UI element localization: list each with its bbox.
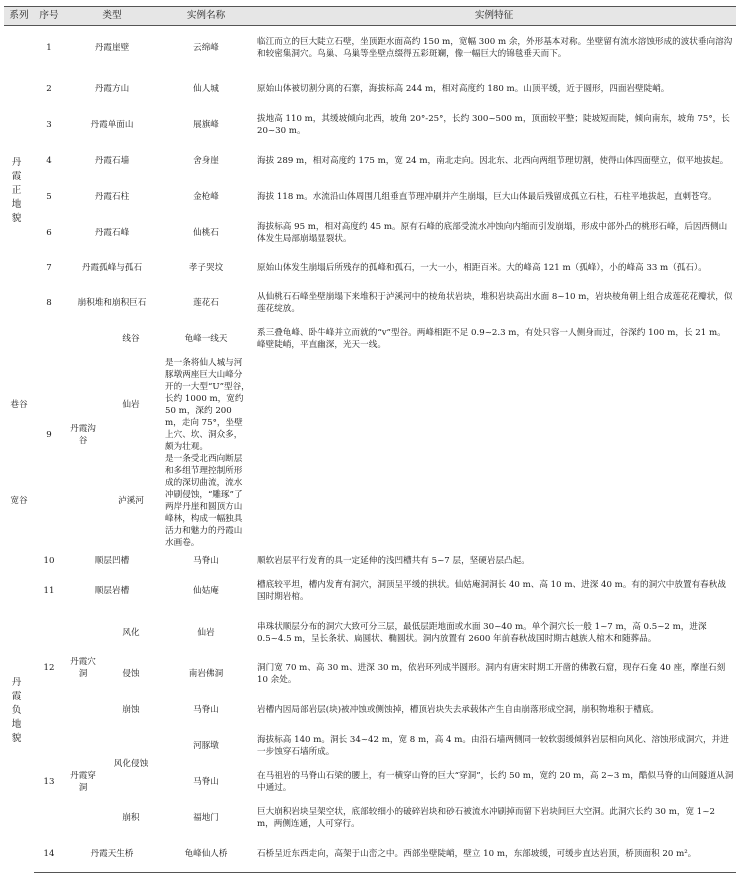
row-subtype: 风化侵蚀	[113, 758, 149, 769]
table-row	[4, 453, 736, 549]
row-type: 丹霞天生桥	[64, 837, 160, 873]
table-row	[4, 692, 736, 728]
row-number: 10	[43, 555, 55, 566]
table-row	[4, 357, 736, 453]
row-example: 仙岩	[122, 399, 140, 410]
table-row	[4, 215, 736, 251]
row-feature: 巨大崩积岩块呈架空状，底部较细小的破碎岩块和砂石被流水冲刷掉而留下岩块间巨大空洞。此洞穴长约 30 m，宽 1~2 m，两侧连通，人可穿行。	[257, 807, 715, 829]
series-negative: 丹 霞 负 地 貌	[11, 676, 27, 744]
row-example: 孝子哭坟	[188, 263, 224, 273]
row-example: 马脊山	[193, 555, 219, 566]
table-row	[4, 71, 736, 107]
row-type: 丹霞石峰	[94, 227, 130, 238]
row-subtype: 风化	[122, 627, 140, 638]
table-row	[4, 26, 736, 71]
row-subtype: 侵蚀	[122, 669, 140, 679]
table-row	[4, 321, 736, 357]
row-number: 5	[46, 191, 52, 202]
table-row	[4, 251, 736, 286]
row-type: 顺层岩槽	[94, 585, 130, 596]
row-feature: 海拔标高 140 m。洞长 34~42 m，宽 8 m，高 4 m。由沿石墙两侧同一较软弱缓倾斜岩层相向风化、溶蚀形成洞穴，并进一步蚀穿石墙所成。	[257, 734, 729, 757]
row-type: 丹霞崖壁	[94, 43, 130, 54]
header-feature: 实例特征	[252, 7, 736, 26]
table-row	[4, 728, 736, 764]
row-type: 崩积堆和崩积巨石	[77, 298, 147, 308]
row-example: 福地门	[193, 813, 219, 823]
row-number: 4	[46, 156, 52, 166]
row-example: 仙岩	[197, 627, 215, 638]
table-row	[4, 286, 736, 321]
row-feature: 是一条受北西向断层和多组节理控制所形成的深切曲流，流水冲刷侵蚀，“雕琢”了两岸丹崖和圆顶方山峰林，构成一幅独具活力和魅力的丹霞山水画卷。	[165, 453, 243, 548]
row-feature: 槽底较平坦，槽内发育有洞穴，洞顶呈平缓的拱状。仙姑庵洞洞长 40 m、高 10 m、进深 40 m。有的洞穴中放置有春秋战国时期岩棺。	[257, 579, 726, 602]
table-row	[4, 549, 736, 573]
row-subtype: 宽谷	[10, 495, 28, 506]
table-row	[4, 800, 736, 837]
header-row	[4, 7, 736, 26]
row-example: 龟峰一线天	[184, 333, 228, 344]
landform-classification-table	[4, 6, 736, 873]
row-type: 顺层凹槽	[94, 555, 130, 566]
series-positive: 丹 霞 正 地 貌	[11, 157, 27, 225]
row-example: 河豚墩	[193, 740, 219, 751]
row-example: 泸溪河	[118, 495, 144, 506]
row-number: 7	[46, 263, 52, 273]
table-row	[4, 657, 736, 692]
row-number: 11	[43, 585, 55, 596]
row-feature: 海拔 118 m。水流沿山体周围几组垂直节理冲刷并产生崩塌，巨大山体最后残留成孤立石柱，石柱平地拔起，直刺苍穹。	[257, 191, 717, 202]
table-row	[4, 609, 736, 657]
row-feature: 在马祖岩的马脊山石梁的腰上，有一横穿山脊的巨大“穿洞”，长约 50 m，宽约 20 m，高 2~3 m，酷似马脊的山间隧道从洞中通过。	[257, 770, 734, 793]
row-example: 马脊山	[193, 776, 219, 787]
row-number: 14	[34, 837, 64, 873]
row-number: 2	[46, 83, 52, 94]
row-subtype: 线谷	[122, 333, 140, 344]
row-subtype: 巷谷	[10, 399, 28, 410]
header-series: 系列	[4, 7, 34, 26]
table-row	[4, 573, 736, 609]
row-feature: 岩槽内因局部岩层(块)被冲蚀或侧蚀掉，槽顶岩块失去承载体产生自由崩落形成空洞，崩积物堆积于槽底。	[257, 704, 660, 715]
row-number: 12	[43, 663, 55, 673]
table-row	[4, 837, 736, 873]
row-type: 丹霞石柱	[94, 191, 130, 202]
row-type: 丹霞孤峰与孤石	[81, 263, 143, 273]
row-example: 龟峰仙人桥	[160, 837, 252, 873]
row-example: 云绵峰	[193, 43, 219, 54]
row-feature: 临江而立的巨大陡立石壁，坐顶距水面高约 150 m，宽幅 300 m 余，外形基本对称。坐壁留有流水溶蚀形成的波状垂向溶沟和较密集洞穴。鸟巢、乌巢等坐壁点缀得五彩斑斓，像一幅巨大的锦毯垂天而下。	[257, 37, 733, 60]
row-feature: 是一条将仙人城与河豚墩两座巨大山峰分开的一大型“U”型谷，长约 1000 m，宽约 50 m，深约 200 m，走向 75°，坐壁上穴、坎、洞众多，颇为壮观。	[165, 357, 250, 452]
row-number: 3	[46, 120, 52, 130]
row-feature: 顺软岩层平行发育的具一定延伸的浅凹槽共有 5~7 层，坚硬岩层凸起。	[257, 555, 530, 566]
table-row	[4, 107, 736, 144]
row-subtype: 崩积	[122, 813, 140, 823]
header-example: 实例名称	[160, 7, 252, 26]
header-type: 类型	[64, 7, 160, 26]
row-example: 仙人城	[193, 83, 219, 94]
row-feature: 石桥呈近东西走向，高架于山峦之中。西部坐壁陡峭，壁立 10 m，东部坡缓，可缓步直达岩顶，桥顶面积 20 m²。	[252, 837, 736, 873]
row-example: 莲花石	[193, 298, 219, 308]
row-number: 9	[46, 429, 52, 440]
row-number: 1	[46, 43, 52, 54]
header-number: 序号	[34, 7, 64, 26]
row-example: 仙桃石	[193, 227, 219, 238]
row-example: 南岩佛洞	[188, 669, 224, 679]
row-number: 13	[43, 777, 55, 787]
row-feature: 串珠状顺层分布的洞穴大致可分三层，最低层距地面或水面 30~40 m。单个洞穴长一般 1~7 m，高 0.5~2 m，进深 0.5~4.5 m，呈长条状、扁圆状、椭圆状。洞内放置有 2600 年前春秋战国时期古越族人棺木和随葬品。	[257, 621, 707, 644]
row-subtype: 崩蚀	[122, 704, 140, 715]
row-number: 8	[46, 298, 52, 308]
row-type: 丹霞方山	[94, 83, 130, 94]
row-feature: 海拔标高 95 m，相对高度约 45 m。原有石峰的底部受流水冲蚀向内缩而引发崩塌，形成中部外凸的桃形石峰，后因西侧山体发生局部崩塌显裂状。	[257, 221, 728, 244]
row-feature: 原始山体被切割分离的石寨，海拔标高 244 m，相对高度约 180 m。山顶平缓，近于圆形，四面岩壁陡峭。	[257, 83, 670, 94]
row-feature: 系三叠龟峰、卧牛峰并立而就的“v”型谷。两峰相距不足 0.9~2.3 m，有处只容一人侧身而过，谷深约 100 m，长 21 m。峰壁陡峭，平直幽深，光天一线。	[257, 327, 726, 350]
row-feature: 洞门宽 70 m、高 30 m、进深 30 m，依岩环列成半圆形。洞内有唐宋时期工开凿的佛教石窟，现存石龛 40 座，摩崖石刻 10 余处。	[257, 663, 726, 685]
row-feature: 原始山体发生崩塌后所残存的孤峰和孤石，一大一小，相距百米。大的峰高 121 m（孤峰），小的峰高 33 m（孤石）。	[257, 263, 707, 273]
row-feature: 从仙桃石石峰坐壁崩塌下来堆积于泸溪河中的棱角状岩块，堆积岩块高出水面 8~10 m，岩块棱角朝上组合成莲花花瓣状，似莲花绽放。	[257, 292, 733, 314]
row-example: 金枪峰	[193, 191, 219, 202]
row-feature: 拔地高 110 m，其缓坡倾向北西，坡角 20°-25°，长约 300~500 m，顶面较平整；陡坡短而陡，倾向南东，坡角 75°，长 20~30 m。	[257, 114, 730, 136]
row-feature: 海拔 289 m，相对高度约 175 m，宽 24 m，南北走向。因北东、北西向两组节理切割，使得山体四面壁立，似平地拔起。	[257, 156, 729, 166]
row-example: 舍身崖	[193, 156, 219, 166]
row-example: 展旗峰	[193, 120, 219, 130]
row-type: 丹霞穿洞	[70, 771, 96, 793]
row-number: 6	[46, 227, 52, 238]
row-example: 仙姑庵	[193, 585, 219, 596]
row-example: 马脊山	[193, 704, 219, 715]
row-type: 丹霞沟谷	[70, 423, 96, 446]
row-type: 丹霞单面山	[90, 120, 134, 130]
row-type: 丹霞穴洞	[70, 657, 96, 679]
table-row	[4, 179, 736, 215]
table-row	[4, 144, 736, 179]
row-type: 丹霞石墙	[94, 156, 130, 166]
